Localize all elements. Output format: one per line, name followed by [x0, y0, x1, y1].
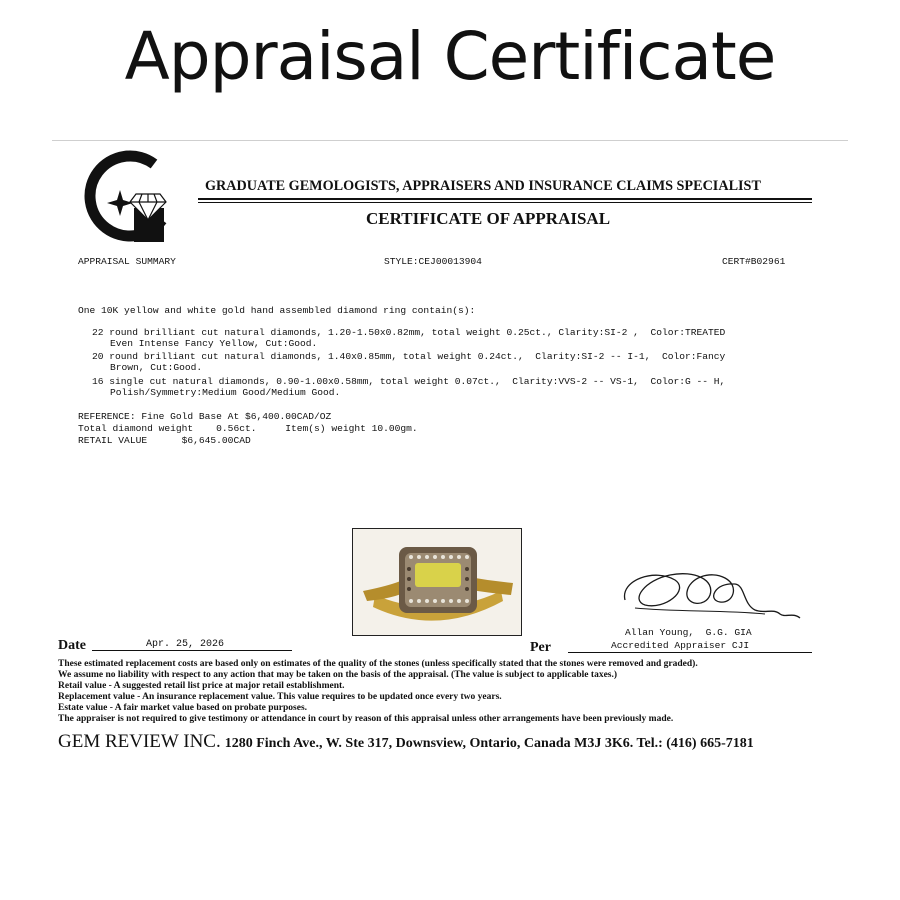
stone-line: 22 round brilliant cut natural diamonds, 1.20-1.50x0.82mm, total weight 0.25ct., Clarity:SI-2 , Color:TREATED: [92, 327, 726, 338]
header-rule: [198, 198, 812, 200]
stone-line: Polish/Symmetry:Medium Good/Medium Good.: [110, 387, 341, 398]
per-line: [568, 652, 812, 653]
stone-line: 20 round brilliant cut natural diamonds, 1.40x0.85mm, total weight 0.24ct., Clarity:SI-2 -- I-1, Color:Fancy: [92, 351, 726, 362]
date-label: Date: [58, 638, 86, 653]
company-address: 1280 Finch Ave., W. Ste 317, Downsview, Ontario, Canada M3J 3K6. Tel.: (416) 665-7181: [224, 736, 754, 751]
retail-value-line: RETAIL VALUE $6,645.00CAD: [78, 435, 251, 446]
certificate-title: CERTIFICATE OF APPRAISAL: [366, 209, 611, 228]
disclaimer-line: Retail value - A suggested retail list price at major retail establishment.: [58, 681, 345, 691]
company-name: GEM REVIEW INC.: [58, 731, 221, 752]
sparkle-star-icon: [107, 190, 133, 216]
per-label: Per: [530, 640, 551, 655]
stone-line: 16 single cut natural diamonds, 0.90-1.00x0.58mm, total weight 0.07ct., Clarity:VVS-2 -- VS-1, Color:G -- H,: [92, 376, 726, 387]
header-rule-thin: [198, 202, 812, 203]
divider: [52, 140, 848, 141]
date-value: Apr. 25, 2026: [146, 639, 225, 650]
stone-line: Brown, Cut:Good.: [110, 362, 203, 373]
disclaimer-line: Estate value - A fair market value based on probate purposes.: [58, 703, 308, 713]
totals-line: Total diamond weight 0.56ct. Item(s) weight 10.00gm.: [78, 423, 418, 434]
organization-name: GRADUATE GEMOLOGISTS, APPRAISERS AND INSURANCE CLAIMS SPECIALIST: [205, 178, 761, 194]
page-heading: Appraisal Certificate: [124, 18, 776, 95]
summary-label: APPRAISAL SUMMARY: [78, 256, 176, 267]
reference-line: REFERENCE: Fine Gold Base At $6,400.00CAD/OZ: [78, 411, 332, 422]
item-intro: One 10K yellow and white gold hand assembled diamond ring contain(s):: [78, 305, 476, 316]
stone-line: Even Intense Fancy Yellow, Cut:Good.: [110, 338, 318, 349]
appraiser-signature: [615, 560, 805, 630]
footer: [58, 731, 754, 753]
disclaimer-line: These estimated replacement costs are based only on estimates of the quality of the stones (unless specifically stated that the stones were removed and graded).: [58, 659, 698, 669]
ring-photo: [352, 528, 522, 636]
disclaimer-line: We assume no liability with respect to any action that may be taken on the basis of the appraisal. (The value is subject to applicable taxes.): [58, 670, 618, 680]
style-number: STYLE:CEJ00013904: [384, 256, 482, 267]
disclaimer-line: The appraiser is not required to give testimony or attendance in court by reason of this appraisal unless other arrangements have been previously made.: [58, 714, 674, 724]
appraiser-name: Allan Young, G.G. GIA: [625, 627, 752, 638]
appraiser-title: Accredited Appraiser CJI: [611, 640, 750, 651]
gemologist-logo: [84, 150, 176, 248]
date-line: [92, 650, 292, 651]
cert-number: CERT#B02961: [722, 256, 786, 267]
disclaimer-line: Replacement value - An insurance replacement value. This value requires to be updated once every two years.: [58, 692, 502, 702]
